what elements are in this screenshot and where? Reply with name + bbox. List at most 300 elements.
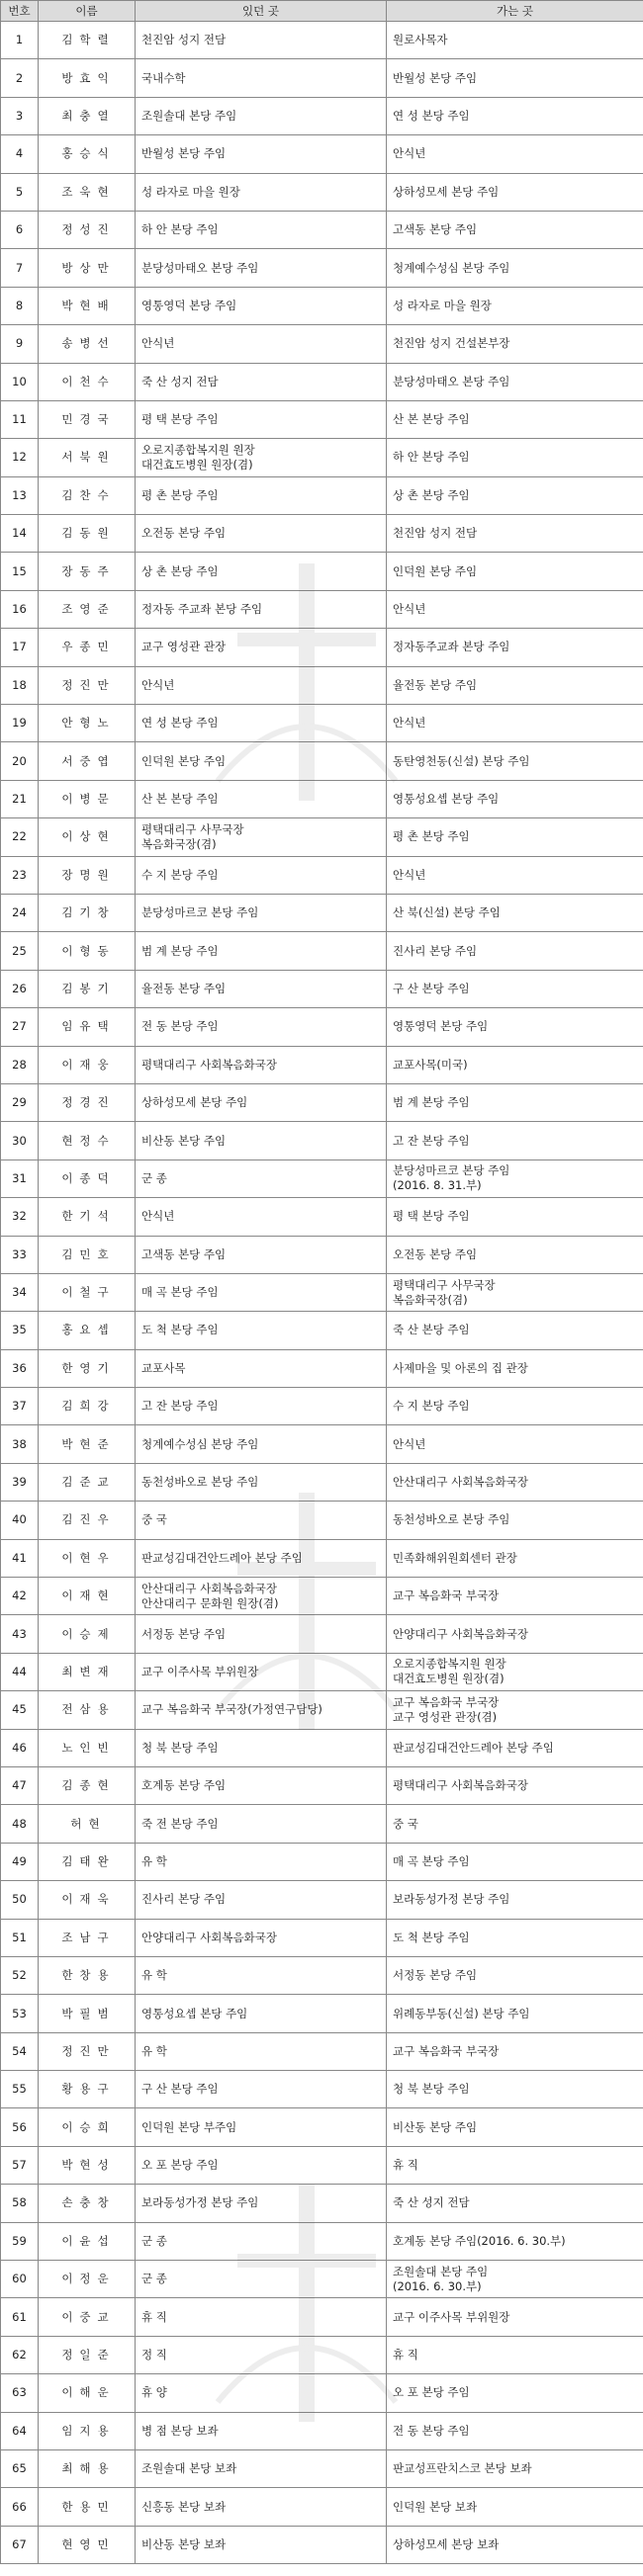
table-row xyxy=(1,2450,643,2488)
cell-name: 서중엽 xyxy=(39,742,136,780)
cell-from: 교포사목 xyxy=(136,1349,387,1387)
table-row xyxy=(1,211,643,248)
cell-no: 37 xyxy=(1,1388,39,1425)
cell-no: 31 xyxy=(1,1159,39,1197)
cell-to: 상하성모세 본당 보좌 xyxy=(387,2526,643,2563)
cell-no: 23 xyxy=(1,856,39,894)
cell-name: 이승희 xyxy=(39,2108,136,2146)
cell-name: 한창용 xyxy=(39,1956,136,1994)
table-row xyxy=(1,1578,643,1615)
cell-name: 민경국 xyxy=(39,400,136,438)
cell-from: 교구 이주사목 부위원장 xyxy=(136,1653,387,1690)
cell-from: 호계동 본당 주임 xyxy=(136,1766,387,1804)
cell-no: 28 xyxy=(1,1046,39,1083)
cell-from: 구 산 본당 주임 xyxy=(136,2071,387,2108)
cell-from: 영통영덕 본당 주임 xyxy=(136,287,387,324)
cell-name: 최변재 xyxy=(39,1653,136,1690)
cell-no: 18 xyxy=(1,666,39,704)
cell-name: 임유택 xyxy=(39,1008,136,1046)
cell-from: 고 잔 본당 주임 xyxy=(136,1388,387,1425)
cell-no: 46 xyxy=(1,1729,39,1766)
cell-name: 한영기 xyxy=(39,1349,136,1387)
table-row xyxy=(1,1312,643,1349)
cell-name: 전삼용 xyxy=(39,1691,136,1729)
cell-to: 범 계 본당 주임 xyxy=(387,1083,643,1121)
cell-no: 26 xyxy=(1,970,39,1007)
cell-name: 노인빈 xyxy=(39,1729,136,1766)
cell-to: 산 본 본당 주임 xyxy=(387,400,643,438)
cell-no: 58 xyxy=(1,2185,39,2222)
table-row xyxy=(1,1198,643,1236)
cell-name: 정진만 xyxy=(39,666,136,704)
cell-no: 9 xyxy=(1,325,39,363)
cell-to: 안식년 xyxy=(387,705,643,742)
cell-name: 정일준 xyxy=(39,2336,136,2373)
cell-no: 49 xyxy=(1,1843,39,1880)
cell-from: 인덕원 본당 부주임 xyxy=(136,2108,387,2146)
cell-to: 영통성요셉 본당 주임 xyxy=(387,780,643,817)
table-row xyxy=(1,932,643,970)
cell-name: 방효익 xyxy=(39,59,136,97)
cell-to: 인덕원 본당 주임 xyxy=(387,553,643,590)
table-row xyxy=(1,363,643,400)
cell-from: 군 종 xyxy=(136,1159,387,1197)
cell-no: 44 xyxy=(1,1653,39,1690)
cell-name: 이재현 xyxy=(39,1578,136,1615)
cell-from: 동천성바오로 본당 주임 xyxy=(136,1463,387,1501)
cell-no: 59 xyxy=(1,2222,39,2260)
cell-to: 진사리 본당 주임 xyxy=(387,932,643,970)
table-row xyxy=(1,553,643,590)
cell-from: 군 종 xyxy=(136,2261,387,2298)
cell-name: 김종현 xyxy=(39,1766,136,1804)
cell-from: 수 지 본당 주임 xyxy=(136,856,387,894)
table-row xyxy=(1,1008,643,1046)
cell-from: 평택대리구 사회복음화국장 xyxy=(136,1046,387,1083)
cell-no: 41 xyxy=(1,1539,39,1577)
cell-no: 7 xyxy=(1,249,39,287)
cell-no: 61 xyxy=(1,2298,39,2336)
cell-no: 39 xyxy=(1,1463,39,1501)
table-row xyxy=(1,1159,643,1197)
cell-no: 35 xyxy=(1,1312,39,1349)
cell-no: 43 xyxy=(1,1615,39,1653)
cell-name: 방상만 xyxy=(39,249,136,287)
cell-no: 67 xyxy=(1,2526,39,2563)
cell-no: 20 xyxy=(1,742,39,780)
cell-to: 보라동성가정 본당 주임 xyxy=(387,1881,643,1919)
cell-from: 성 라자로 마을 원장 xyxy=(136,173,387,211)
cell-to: 동천성바오로 본당 주임 xyxy=(387,1502,643,1539)
cell-name: 홍요셉 xyxy=(39,1312,136,1349)
cell-no: 34 xyxy=(1,1273,39,1311)
cell-from: 죽 산 성지 전담 xyxy=(136,363,387,400)
cell-no: 48 xyxy=(1,1805,39,1843)
table-row xyxy=(1,666,643,704)
cell-to: 고 잔 본당 주임 xyxy=(387,1122,643,1159)
table-row xyxy=(1,515,643,553)
cell-from: 분당성마태오 본당 주임 xyxy=(136,249,387,287)
cell-no: 15 xyxy=(1,553,39,590)
cell-name: 김준교 xyxy=(39,1463,136,1501)
cell-no: 17 xyxy=(1,629,39,666)
cell-to: 안식년 xyxy=(387,135,643,173)
cell-from: 정 직 xyxy=(136,2336,387,2373)
table-row xyxy=(1,1881,643,1919)
cell-name: 현정수 xyxy=(39,1122,136,1159)
table-row xyxy=(1,1083,643,1121)
table-row xyxy=(1,1122,643,1159)
header-row xyxy=(1,1,643,22)
table-row xyxy=(1,1843,643,1880)
cell-from: 율전동 본당 주임 xyxy=(136,970,387,1007)
cell-name: 박현배 xyxy=(39,287,136,324)
cell-no: 21 xyxy=(1,780,39,817)
table-row xyxy=(1,400,643,438)
cell-name: 조영준 xyxy=(39,590,136,628)
cell-to: 수 지 본당 주임 xyxy=(387,1388,643,1425)
cell-from: 안산대리구 사회복음화국장 안산대리구 문화원 원장(겸) xyxy=(136,1578,387,1615)
cell-to: 평 택 본당 주임 xyxy=(387,1198,643,1236)
cell-no: 24 xyxy=(1,894,39,931)
cell-to: 죽 산 본당 주임 xyxy=(387,1312,643,1349)
table-row xyxy=(1,970,643,1007)
cell-from: 매 곡 본당 주임 xyxy=(136,1273,387,1311)
cell-name: 홍승식 xyxy=(39,135,136,173)
cell-name: 송병선 xyxy=(39,325,136,363)
cell-name: 임지용 xyxy=(39,2412,136,2449)
table-row xyxy=(1,1653,643,1690)
cell-name: 이재욱 xyxy=(39,1881,136,1919)
table-row xyxy=(1,59,643,97)
cell-name: 한기석 xyxy=(39,1198,136,1236)
cell-no: 62 xyxy=(1,2336,39,2373)
cell-no: 60 xyxy=(1,2261,39,2298)
cell-name: 박필범 xyxy=(39,1995,136,2032)
cell-name: 황용구 xyxy=(39,2071,136,2108)
table-row xyxy=(1,2261,643,2298)
cell-to: 상 촌 본당 주임 xyxy=(387,476,643,514)
cell-from: 안식년 xyxy=(136,666,387,704)
cell-name: 김진우 xyxy=(39,1502,136,1539)
cell-to: 안산대리구 사회복음화국장 xyxy=(387,1463,643,1501)
cell-from: 평 촌 본당 주임 xyxy=(136,476,387,514)
cell-to: 영통영덕 본당 주임 xyxy=(387,1008,643,1046)
cell-name: 장명원 xyxy=(39,856,136,894)
cell-to: 성 라자로 마을 원장 xyxy=(387,287,643,324)
cell-from: 휴 직 xyxy=(136,2298,387,2336)
table-row xyxy=(1,2526,643,2563)
cell-to: 안식년 xyxy=(387,856,643,894)
table-row xyxy=(1,1425,643,1463)
cell-from: 도 척 본당 주임 xyxy=(136,1312,387,1349)
table-row xyxy=(1,894,643,931)
cell-name: 정진만 xyxy=(39,2032,136,2070)
cell-to: 죽 산 성지 전담 xyxy=(387,2185,643,2222)
cell-from: 상 촌 본당 주임 xyxy=(136,553,387,590)
cell-no: 42 xyxy=(1,1578,39,1615)
cell-to: 교구 복음화국 부국장 교구 영성관 관장(겸) xyxy=(387,1691,643,1729)
cell-from: 오 포 본당 주임 xyxy=(136,2146,387,2184)
cell-to: 율전동 본당 주임 xyxy=(387,666,643,704)
cell-no: 8 xyxy=(1,287,39,324)
table-row xyxy=(1,1995,643,2032)
cell-no: 3 xyxy=(1,97,39,134)
cell-from: 교구 영성관 관장 xyxy=(136,629,387,666)
cell-to: 비산동 본당 주임 xyxy=(387,2108,643,2146)
cell-no: 29 xyxy=(1,1083,39,1121)
table-row xyxy=(1,325,643,363)
cell-from: 유 학 xyxy=(136,2032,387,2070)
cell-to: 오로지종합복지원 원장 대건효도병원 원장(겸) xyxy=(387,1653,643,1690)
cell-to: 도 척 본당 주임 xyxy=(387,1919,643,1956)
cell-name: 김찬수 xyxy=(39,476,136,514)
cell-no: 22 xyxy=(1,818,39,856)
cell-from: 신흥동 본당 보좌 xyxy=(136,2488,387,2526)
cell-from: 안식년 xyxy=(136,325,387,363)
table-row xyxy=(1,1919,643,1956)
cell-from: 안양대리구 사회복음화국장 xyxy=(136,1919,387,1956)
cell-from: 유 학 xyxy=(136,1843,387,1880)
cell-name: 손충창 xyxy=(39,2185,136,2222)
cell-to: 하 안 본당 주임 xyxy=(387,439,643,476)
table-row xyxy=(1,1691,643,1729)
cell-name: 한용민 xyxy=(39,2488,136,2526)
cell-name: 이현우 xyxy=(39,1539,136,1577)
cell-from: 조원솔대 본당 보좌 xyxy=(136,2450,387,2488)
cell-no: 57 xyxy=(1,2146,39,2184)
cell-to: 안식년 xyxy=(387,590,643,628)
cell-no: 54 xyxy=(1,2032,39,2070)
cell-to: 평택대리구 사무국장 복음화국장(겸) xyxy=(387,1273,643,1311)
table-row xyxy=(1,1463,643,1501)
cell-from: 죽 전 본당 주임 xyxy=(136,1805,387,1843)
cell-no: 12 xyxy=(1,439,39,476)
cell-to: 오 포 본당 주임 xyxy=(387,2374,643,2412)
cell-from: 진사리 본당 주임 xyxy=(136,1881,387,1919)
cell-to: 안양대리구 사회복음화국장 xyxy=(387,1615,643,1653)
cell-to: 서정동 본당 주임 xyxy=(387,1956,643,1994)
cell-no: 19 xyxy=(1,705,39,742)
cell-from: 연 성 본당 주임 xyxy=(136,705,387,742)
table-row xyxy=(1,173,643,211)
cell-no: 63 xyxy=(1,2374,39,2412)
table-row xyxy=(1,1615,643,1653)
cell-from: 전 동 본당 주임 xyxy=(136,1008,387,1046)
cell-from: 비산동 본당 보좌 xyxy=(136,2526,387,2563)
cell-no: 27 xyxy=(1,1008,39,1046)
cell-no: 38 xyxy=(1,1425,39,1463)
cell-from: 서정동 본당 주임 xyxy=(136,1615,387,1653)
cell-no: 33 xyxy=(1,1236,39,1273)
cell-name: 박현준 xyxy=(39,1425,136,1463)
cell-to: 교구 복음화국 부국장 xyxy=(387,1578,643,1615)
cell-to: 원로사목자 xyxy=(387,22,643,59)
cell-name: 이철구 xyxy=(39,1273,136,1311)
header-from: 있던 곳 xyxy=(136,1,387,22)
cell-name: 이해운 xyxy=(39,2374,136,2412)
cell-no: 55 xyxy=(1,2071,39,2108)
cell-name: 이윤섭 xyxy=(39,2222,136,2260)
cell-no: 11 xyxy=(1,400,39,438)
table-row xyxy=(1,2032,643,2070)
cell-from: 영통성요셉 본당 주임 xyxy=(136,1995,387,2032)
cell-from: 유 학 xyxy=(136,1956,387,1994)
table-row xyxy=(1,1236,643,1273)
cell-name: 안형노 xyxy=(39,705,136,742)
cell-to: 판교성프란치스코 본당 보좌 xyxy=(387,2450,643,2488)
cell-to: 청계예수성심 본당 주임 xyxy=(387,249,643,287)
table-row xyxy=(1,1273,643,1311)
cell-name: 정성진 xyxy=(39,211,136,248)
table-row xyxy=(1,1388,643,1425)
cell-no: 50 xyxy=(1,1881,39,1919)
cell-from: 병 점 본당 보좌 xyxy=(136,2412,387,2449)
table-row xyxy=(1,97,643,134)
cell-name: 정경진 xyxy=(39,1083,136,1121)
cell-no: 16 xyxy=(1,590,39,628)
cell-no: 51 xyxy=(1,1919,39,1956)
cell-name: 이중교 xyxy=(39,2298,136,2336)
header-name: 이름 xyxy=(39,1,136,22)
cell-name: 이종덕 xyxy=(39,1159,136,1197)
cell-from: 하 안 본당 주임 xyxy=(136,211,387,248)
cell-name: 서북원 xyxy=(39,439,136,476)
cell-to: 조원솔대 본당 주임 (2016. 6. 30.부) xyxy=(387,2261,643,2298)
cell-from: 오로지종합복지원 원장 대건효도병원 원장(겸) xyxy=(136,439,387,476)
cell-to: 오전동 본당 주임 xyxy=(387,1236,643,1273)
cell-no: 1 xyxy=(1,22,39,59)
table-row xyxy=(1,2374,643,2412)
cell-no: 64 xyxy=(1,2412,39,2449)
cell-to: 동탄영천동(신설) 본당 주임 xyxy=(387,742,643,780)
cell-from: 상하성모세 본당 주임 xyxy=(136,1083,387,1121)
cell-name: 현영민 xyxy=(39,2526,136,2563)
cell-from: 청계예수성심 본당 주임 xyxy=(136,1425,387,1463)
cell-no: 45 xyxy=(1,1691,39,1729)
cell-name: 허현 xyxy=(39,1805,136,1843)
cell-to: 분당성마태오 본당 주임 xyxy=(387,363,643,400)
cell-no: 65 xyxy=(1,2450,39,2488)
cell-from: 교구 복음화국 부국장(가정연구담당) xyxy=(136,1691,387,1729)
cell-from: 안식년 xyxy=(136,1198,387,1236)
cell-from: 판교성김대건안드레아 본당 주임 xyxy=(136,1539,387,1577)
cell-no: 53 xyxy=(1,1995,39,2032)
cell-to: 고색동 본당 주임 xyxy=(387,211,643,248)
cell-from: 분당성마르코 본당 주임 xyxy=(136,894,387,931)
cell-to: 천진암 성지 전담 xyxy=(387,515,643,553)
cell-from: 범 계 본당 주임 xyxy=(136,932,387,970)
cell-from: 조원솔대 본당 주임 xyxy=(136,97,387,134)
cell-to: 사제마을 및 아론의 집 관장 xyxy=(387,1349,643,1387)
cell-no: 6 xyxy=(1,211,39,248)
cell-name: 이정운 xyxy=(39,2261,136,2298)
cell-to: 중 국 xyxy=(387,1805,643,1843)
cell-to: 교포사목(미국) xyxy=(387,1046,643,1083)
table-row xyxy=(1,249,643,287)
header-no: 번호 xyxy=(1,1,39,22)
cell-to: 휴 직 xyxy=(387,2336,643,2373)
cell-to: 위례동부동(신설) 본당 주임 xyxy=(387,1995,643,2032)
cell-no: 36 xyxy=(1,1349,39,1387)
table-row xyxy=(1,590,643,628)
table-row xyxy=(1,439,643,476)
cell-to: 구 산 본당 주임 xyxy=(387,970,643,1007)
cell-from: 산 본 본당 주임 xyxy=(136,780,387,817)
cell-to: 민족화해위원회센터 관장 xyxy=(387,1539,643,1577)
cell-name: 조남구 xyxy=(39,1919,136,1956)
cell-name: 이천수 xyxy=(39,363,136,400)
cell-to: 상하성모세 본당 주임 xyxy=(387,173,643,211)
cell-no: 5 xyxy=(1,173,39,211)
cell-name: 이병문 xyxy=(39,780,136,817)
table-row xyxy=(1,1046,643,1083)
cell-to: 안식년 xyxy=(387,1425,643,1463)
cell-name: 김동원 xyxy=(39,515,136,553)
cell-from: 군 종 xyxy=(136,2222,387,2260)
cell-name: 장동주 xyxy=(39,553,136,590)
cell-from: 중 국 xyxy=(136,1502,387,1539)
cell-from: 정자동 주교좌 본당 주임 xyxy=(136,590,387,628)
cell-no: 10 xyxy=(1,363,39,400)
cell-name: 최충열 xyxy=(39,97,136,134)
cell-from: 국내수학 xyxy=(136,59,387,97)
cell-to: 청 북 본당 주임 xyxy=(387,2071,643,2108)
cell-name: 김기창 xyxy=(39,894,136,931)
cell-to: 분당성마르코 본당 주임 (2016. 8. 31.부) xyxy=(387,1159,643,1197)
table-row xyxy=(1,2071,643,2108)
cell-to: 전 동 본당 주임 xyxy=(387,2412,643,2449)
cell-from: 천진암 성지 전담 xyxy=(136,22,387,59)
cell-no: 32 xyxy=(1,1198,39,1236)
cell-name: 김민호 xyxy=(39,1236,136,1273)
table-row xyxy=(1,287,643,324)
table-row xyxy=(1,2146,643,2184)
cell-no: 13 xyxy=(1,476,39,514)
table-row xyxy=(1,705,643,742)
cell-no: 40 xyxy=(1,1502,39,1539)
cell-to: 반월성 본당 주임 xyxy=(387,59,643,97)
cell-no: 30 xyxy=(1,1122,39,1159)
table-row xyxy=(1,1956,643,1994)
cell-from: 청 북 본당 주임 xyxy=(136,1729,387,1766)
table-row xyxy=(1,1729,643,1766)
cell-from: 고색동 본당 주임 xyxy=(136,1236,387,1273)
header-to: 가는 곳 xyxy=(387,1,643,22)
cell-from: 평 택 본당 주임 xyxy=(136,400,387,438)
cell-name: 최해용 xyxy=(39,2450,136,2488)
cell-name: 우종민 xyxy=(39,629,136,666)
cell-to: 천진암 성지 건설본부장 xyxy=(387,325,643,363)
table-body xyxy=(1,22,643,2564)
table-row xyxy=(1,818,643,856)
cell-no: 52 xyxy=(1,1956,39,1994)
cell-name: 김학렬 xyxy=(39,22,136,59)
table-row xyxy=(1,780,643,817)
cell-from: 비산동 본당 주임 xyxy=(136,1122,387,1159)
cell-name: 김희강 xyxy=(39,1388,136,1425)
table-row xyxy=(1,2336,643,2373)
cell-to: 평택대리구 사회복음화국장 xyxy=(387,1766,643,1804)
cell-name: 이재웅 xyxy=(39,1046,136,1083)
cell-to: 연 성 본당 주임 xyxy=(387,97,643,134)
table-row xyxy=(1,856,643,894)
cell-name: 김봉기 xyxy=(39,970,136,1007)
cell-no: 66 xyxy=(1,2488,39,2526)
cell-to: 산 북(신설) 본당 주임 xyxy=(387,894,643,931)
cell-from: 인덕원 본당 주임 xyxy=(136,742,387,780)
cell-name: 이상현 xyxy=(39,818,136,856)
